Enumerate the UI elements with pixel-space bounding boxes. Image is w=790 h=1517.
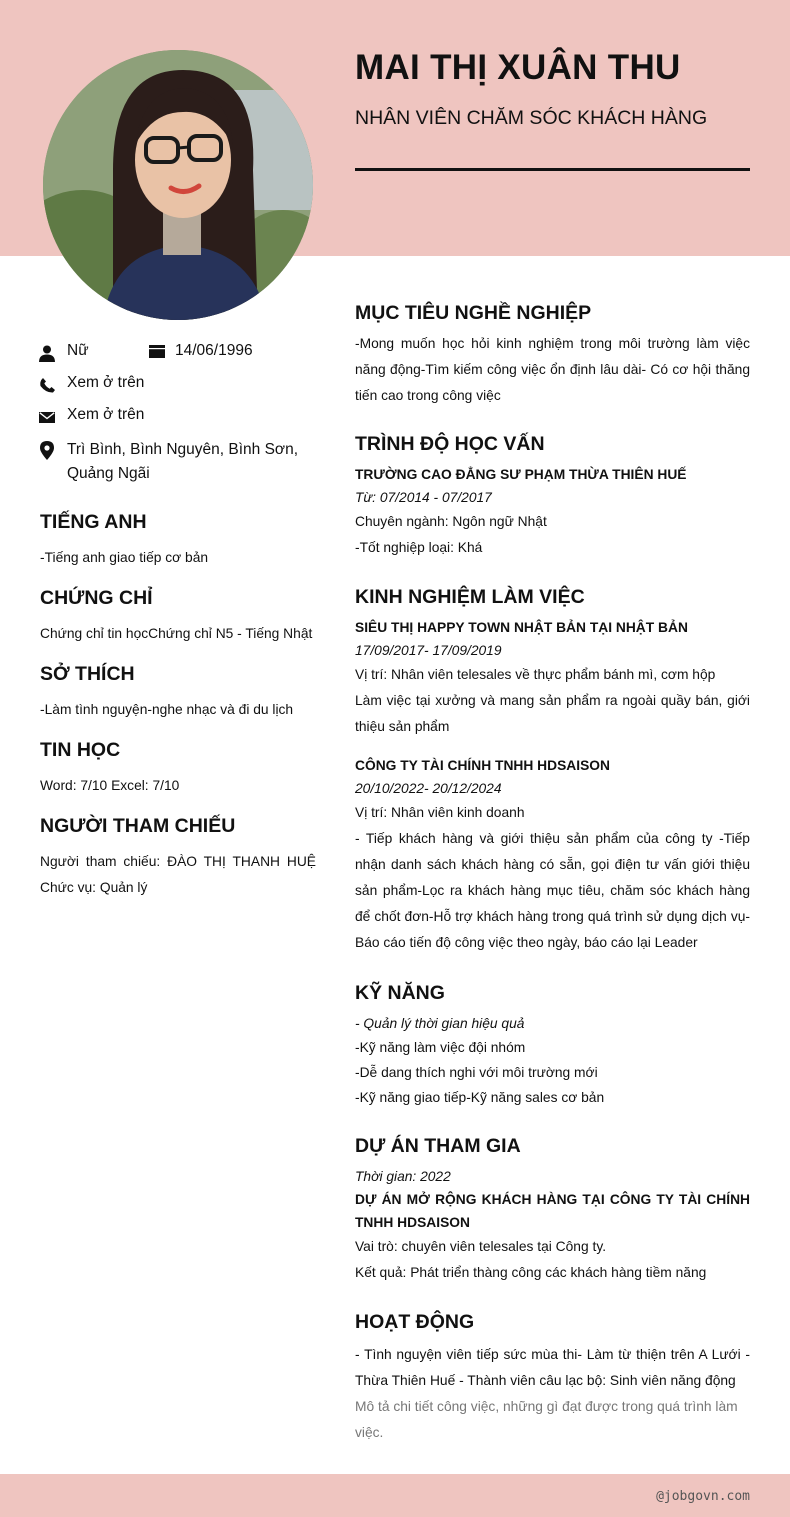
section-hobbies (40, 663, 316, 723)
project-role: Vai trò: chuyên viên telesales tại Công ty. (355, 1239, 607, 1254)
job-period: 17/09/2017- 17/09/2019 (355, 643, 502, 658)
section-heading: TIẾNG ANH (40, 511, 147, 533)
section-text: -Làm tình nguyện-nghe nhạc và đi du lịch (40, 702, 294, 717)
section-objective (355, 302, 750, 409)
calendar-icon (149, 344, 165, 358)
address-row (38, 438, 298, 486)
job-position: Vị trí: Nhân viên telesales về thực phẩm bánh mì, cơm hộp (355, 667, 716, 682)
section-skills (355, 982, 750, 1110)
project-result: Kết quả: Phát triển thàng công các khách hàng tiềm năng (355, 1265, 707, 1280)
skill-item: -Dễ dang thích nghi với môi trường mới (355, 1065, 598, 1080)
address-line-1: Trì Bình, Bình Nguyên, Bình Sơn, (67, 441, 299, 458)
section-heading: KINH NGHIỆM LÀM VIỆC (355, 586, 585, 608)
section-reference (40, 815, 316, 901)
address-line-2: Quảng Ngãi (67, 465, 150, 482)
section-heading: TRÌNH ĐỘ HỌC VẤN (355, 433, 545, 455)
section-heading: KỸ NĂNG (355, 982, 445, 1004)
job-title: NHÂN VIÊN CHĂM SÓC KHÁCH HÀNG (355, 107, 708, 129)
school-name: TRƯỜNG CAO ĐẲNG SƯ PHẠM THỪA THIÊN HUẾ (355, 467, 687, 482)
address-text (67, 438, 298, 486)
email-text: Xem ở trên (67, 406, 145, 423)
location-pin-icon (38, 441, 56, 459)
activities-placeholder: Mô tả chi tiết công việc, những gì đạt được trong quá trình làm việc. (355, 1399, 738, 1440)
skill-item: -Kỹ năng giao tiếp-Kỹ năng sales cơ bản (355, 1090, 605, 1105)
section-heading: MỤC TIÊU NGHỀ NGHIỆP (355, 302, 592, 324)
experience-item (355, 616, 750, 740)
section-certificates (40, 587, 316, 647)
header-divider (355, 168, 750, 171)
project-time: Thời gian: 2022 (355, 1169, 451, 1184)
education-major: Chuyên ngành: Ngôn ngữ Nhật (355, 514, 547, 529)
section-heading: HOẠT ĐỘNG (355, 1311, 475, 1333)
birthdate-row (149, 342, 253, 360)
education-period: Từ: 07/2014 - 07/2017 (355, 490, 492, 505)
candidate-name: MAI THỊ XUÂN THU (355, 48, 681, 87)
section-education (355, 433, 750, 561)
section-text: -Tiếng anh giao tiếp cơ bản (40, 550, 209, 565)
section-activities (355, 1311, 750, 1446)
footer-brand: @jobgovn.com (656, 1489, 750, 1504)
section-text: Người tham chiếu: ĐÀO THỊ THANH HUỆ Chức vụ: Quản lý (40, 854, 316, 895)
skill-item: -Kỹ năng làm việc đội nhóm (355, 1040, 526, 1055)
gender-text: Nữ (67, 342, 89, 359)
job-description: - Tiếp khách hàng và giới thiệu sản phẩm của công ty -Tiếp nhận danh sách khách hàng có sẵn, gọi điện tư vấn giới thiệu sản phẩm-Lọc ra khách hàng mục tiêu, chăm sóc khách hàng để chốt đơn-Hỗ trợ khách hàng trong quá trình sử dụng dịch vụ-Báo cáo tiến độ công việc theo ngày, báo cáo lại Leader (355, 831, 750, 950)
person-icon (38, 344, 56, 362)
company-name: SIÊU THỊ HAPPY TOWN NHẬT BẢN TẠI NHẬT BẢN (355, 620, 688, 635)
section-text: Chứng chỉ tin họcChứng chỉ N5 - Tiếng Nhật (40, 626, 313, 641)
job-position: Vị trí: Nhân viên kinh doanh (355, 805, 525, 820)
job-description: Làm việc tại xưởng và mang sản phẩm ra ngoài quầy bán, giới thiệu sản phẩm (355, 693, 750, 734)
section-text: Word: 7/10 Excel: 7/10 (40, 778, 180, 793)
objective-text: -Mong muốn học hỏi kinh nghiệm trong môi trường làm việc năng động-Tìm kiếm công việc ổn định lâu dài- Có cơ hội thăng tiến cao trong công việc (355, 336, 750, 403)
section-projects (355, 1135, 750, 1286)
email-row (38, 406, 144, 426)
job-period: 20/10/2022- 20/12/2024 (355, 781, 502, 796)
birthdate-text: 14/06/1996 (175, 342, 253, 359)
experience-item (355, 754, 750, 956)
phone-row (38, 374, 144, 394)
skill-item: - Quản lý thời gian hiệu quả (355, 1016, 525, 1031)
section-english (40, 511, 316, 571)
phone-text: Xem ở trên (67, 374, 145, 391)
profile-photo (43, 50, 313, 320)
section-heading: CHỨNG CHỈ (40, 587, 153, 609)
education-grade: -Tốt nghiệp loại: Khá (355, 540, 483, 555)
section-heading: SỞ THÍCH (40, 663, 135, 685)
section-it (40, 739, 316, 799)
section-experience (355, 586, 750, 956)
email-icon (38, 408, 56, 426)
section-heading: NGƯỜI THAM CHIẾU (40, 815, 236, 837)
phone-icon (38, 376, 56, 394)
gender-row (38, 342, 89, 362)
activities-text: - Tình nguyện viên tiếp sức mùa thi- Làm từ thiện trên A Lưới - Thừa Thiên Huế - Thành viên câu lạc bộ: Sinh viên năng động (355, 1347, 750, 1388)
company-name: CÔNG TY TÀI CHÍNH TNHH HDSAISON (355, 758, 610, 773)
project-name: DỰ ÁN MỞ RỘNG KHÁCH HÀNG TẠI CÔNG TY TÀI CHÍNH TNHH HDSAISON (355, 1192, 750, 1230)
section-heading: TIN HỌC (40, 739, 121, 761)
section-heading: DỰ ÁN THAM GIA (355, 1135, 521, 1157)
